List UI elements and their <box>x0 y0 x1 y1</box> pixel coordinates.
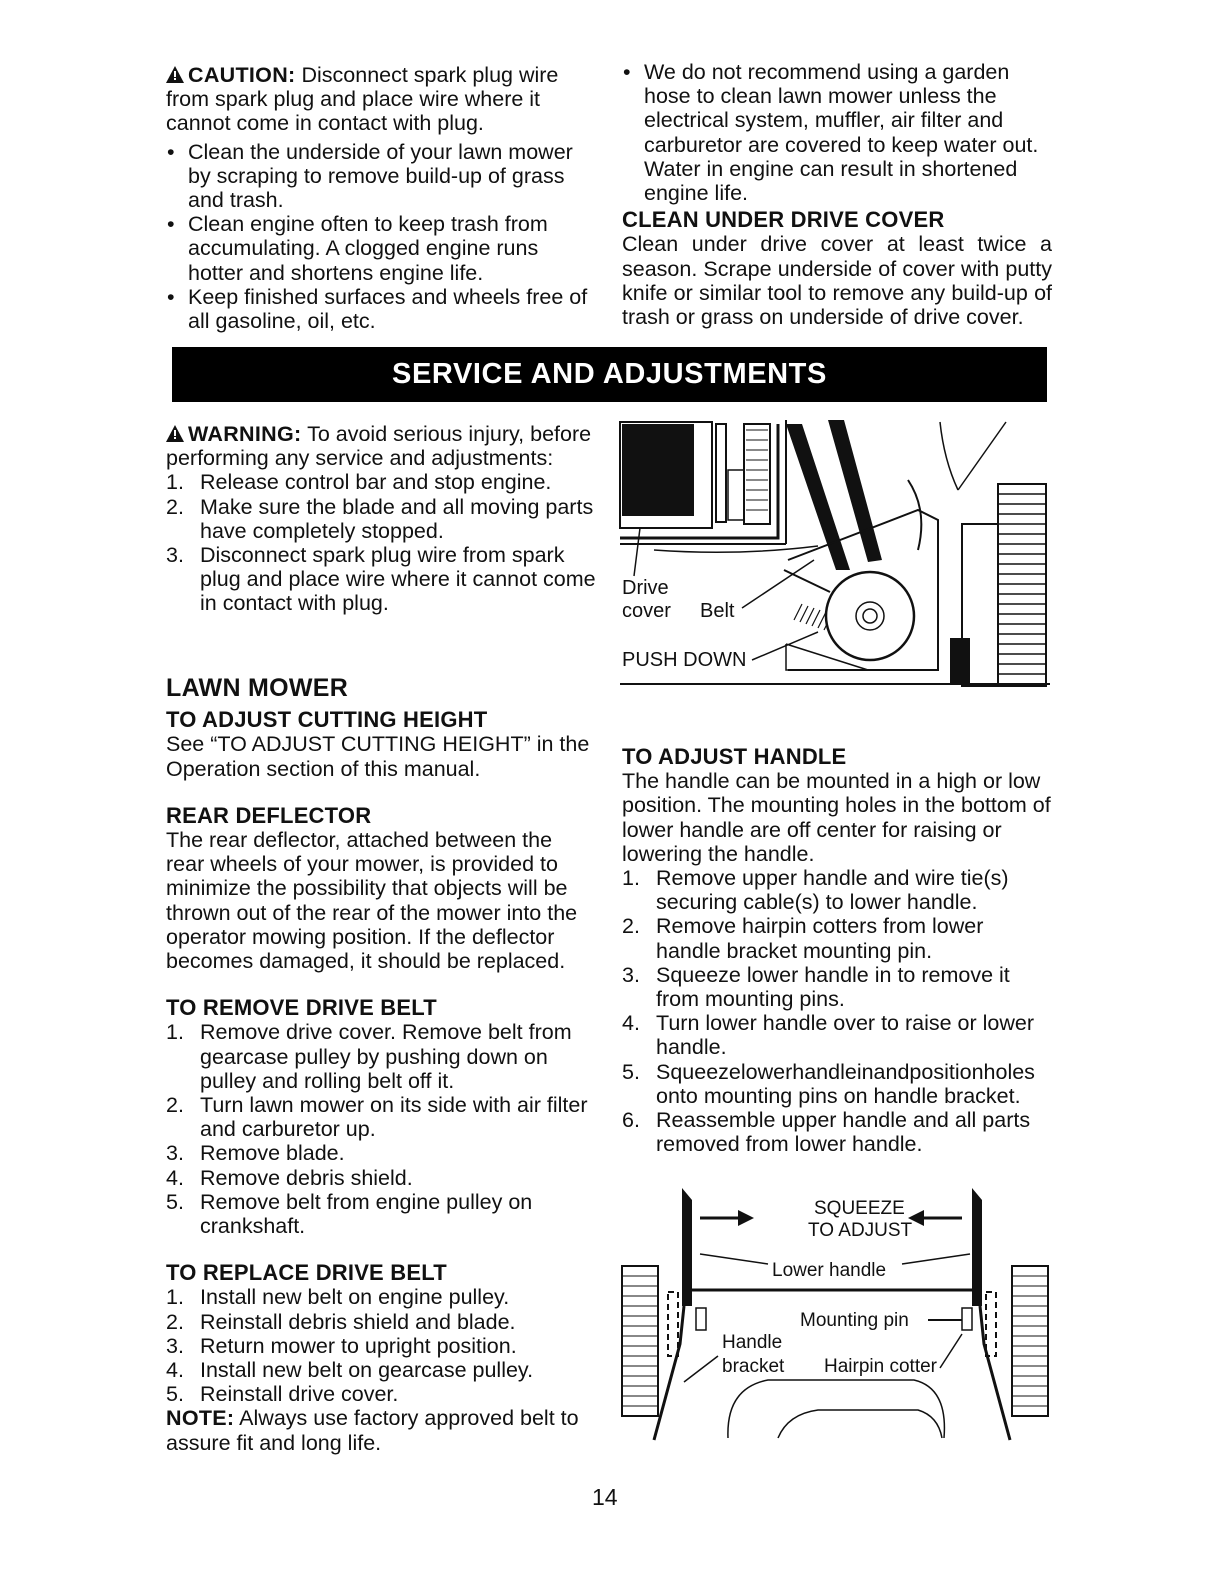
warning-label: WARNING: <box>188 422 302 446</box>
list-item: 1. Release control bar and stop engine. <box>166 470 552 495</box>
list-item: 3. Return mower to upright position. <box>166 1333 517 1358</box>
list-item: 2. Make sure the blade and all moving parts have completely stopped. <box>166 494 594 543</box>
replace-belt-steps <box>166 1285 596 1406</box>
bracket-label: bracket <box>722 1356 785 1377</box>
to-adjust-label: TO ADJUST <box>808 1220 913 1241</box>
caution-section <box>166 63 596 333</box>
page-number: 14 <box>592 1484 618 1510</box>
section-banner: SERVICE AND ADJUSTMENTS <box>172 347 1047 402</box>
cutting-height-heading: TO ADJUST CUTTING HEIGHT <box>166 707 488 733</box>
handle-steps <box>622 866 1052 1156</box>
remove-belt-heading: TO REMOVE DRIVE BELT <box>166 995 437 1021</box>
belt-note: NOTE: Always use factory approved belt to assure fit and long life. <box>166 1406 579 1455</box>
list-item: 1. Remove upper handle and wire tie(s) securing cable(s) to lower handle. <box>622 866 1009 915</box>
warning-triangle-icon <box>166 66 184 83</box>
warning-text: To avoid serious injury, before performing any service and adjustments: <box>166 422 592 471</box>
list-item: 1. Remove drive cover. Remove belt from gearcase pulley by pushing down on pulley and rolling belt off it. <box>166 1020 572 1093</box>
remove-belt-steps <box>166 1020 596 1238</box>
rear-deflector-text: The rear deflector, attached between the rear wheels of your mower, is provided to minimize the possibility that objects will be thrown out of the rear of the mower into the operator mowing position. If the deflector becomes damaged, it should be replaced. <box>166 828 578 974</box>
rear-deflector-heading: REAR DEFLECTOR <box>166 802 372 828</box>
list-item: 3. Squeeze lower handle in to remove it from mounting pins. <box>622 962 1010 1012</box>
cutting-height-text: See “TO ADJUST CUTTING HEIGHT” in the Operation section of this manual. <box>166 732 590 781</box>
belt-label: Belt <box>700 600 735 622</box>
caution-bullet-3: • Keep finished surfaces and wheels free of all gasoline, oil, etc. <box>166 285 596 333</box>
clean-drive-cover-heading: CLEAN UNDER DRIVE COVER <box>622 207 945 233</box>
hairpin-cotter-label: Hairpin cotter <box>824 1356 937 1377</box>
push-down-label: PUSH DOWN <box>622 649 747 671</box>
adjust-handle-heading: TO ADJUST HANDLE <box>622 744 847 769</box>
list-item: 2. Remove hairpin cotters from lower handle bracket mounting pin. <box>622 914 984 963</box>
cover-label: cover <box>622 600 671 622</box>
list-item: 6. Reassemble upper handle and all parts removed from lower handle. <box>622 1108 1031 1157</box>
list-item: 5. Squeezelowerhandleinandpositionholes onto mounting pins on handle bracket. <box>622 1059 1035 1108</box>
list-item: 3. Disconnect spark plug wire from spark plug and place wire where it cannot come in contact with plug. <box>166 543 596 616</box>
caution-text: Disconnect spark plug wire from spark plug and place wire where it cannot come in contact with plug. <box>166 63 559 136</box>
drive-belt-figure <box>618 420 1050 692</box>
lawn-mower-section <box>166 676 596 1455</box>
handle-label: Handle <box>722 1332 783 1353</box>
warning-steps <box>166 470 596 615</box>
warning-section <box>166 422 596 616</box>
list-item: 4. Turn lower handle over to raise or lower handle. <box>622 1011 1035 1060</box>
top-right-section <box>622 60 1052 329</box>
garden-hose-bullet: • We do not recommend using a garden hose to clean lawn mower unless the electrical system, muffler, air filter and carburetor are covered to keep water out. Water in engine can result in shortened engine life. <box>622 60 1052 205</box>
caution-paragraph <box>166 63 596 136</box>
list-item: 1. Install new belt on engine pulley. <box>166 1285 510 1310</box>
warning-triangle-icon <box>166 425 184 442</box>
caution-bullet-1: • Clean the underside of your lawn mower by scraping to remove build-up of grass and trash. <box>166 140 596 213</box>
lawn-mower-heading: LAWN MOWER <box>166 674 349 702</box>
lower-handle-label: Lower handle <box>772 1260 887 1281</box>
clean-drive-cover-text: Clean under drive cover at least twice a season. Scrape underside of cover with putty knife or similar tool to remove any build-up of trash or grass on underside of drive cover. <box>622 232 1052 330</box>
list-item: 5. Reinstall drive cover. <box>166 1382 399 1407</box>
list-item: 2. Turn lawn mower on its side with air filter and carburetor up. <box>166 1093 588 1142</box>
replace-belt-heading: TO REPLACE DRIVE BELT <box>166 1260 447 1286</box>
squeeze-label: SQUEEZE <box>814 1198 905 1219</box>
drive-label: Drive <box>622 577 669 599</box>
mounting-pin-label: Mounting pin <box>800 1310 909 1331</box>
list-item: 4. Install new belt on gearcase pulley. <box>166 1358 534 1383</box>
list-item: 5. Remove belt from engine pulley on crankshaft. <box>166 1189 533 1239</box>
list-item: 3. Remove blade. <box>166 1141 345 1166</box>
list-item: 2. Reinstall debris shield and blade. <box>166 1309 516 1334</box>
caution-label: CAUTION: <box>188 63 296 87</box>
warning-paragraph <box>166 422 596 470</box>
list-item: 4. Remove debris shield. <box>166 1165 413 1190</box>
handle-section <box>622 745 1052 1156</box>
adjust-handle-text: The handle can be mounted in a high or low position. The mounting holes in the bottom of lower handle are off center for raising or lowering the handle. <box>622 769 1051 866</box>
caution-bullet-2: • Clean engine often to keep trash from accumulating. A clogged engine runs hotter and shortens engine life. <box>166 212 596 285</box>
handle-figure <box>618 1184 1052 1448</box>
